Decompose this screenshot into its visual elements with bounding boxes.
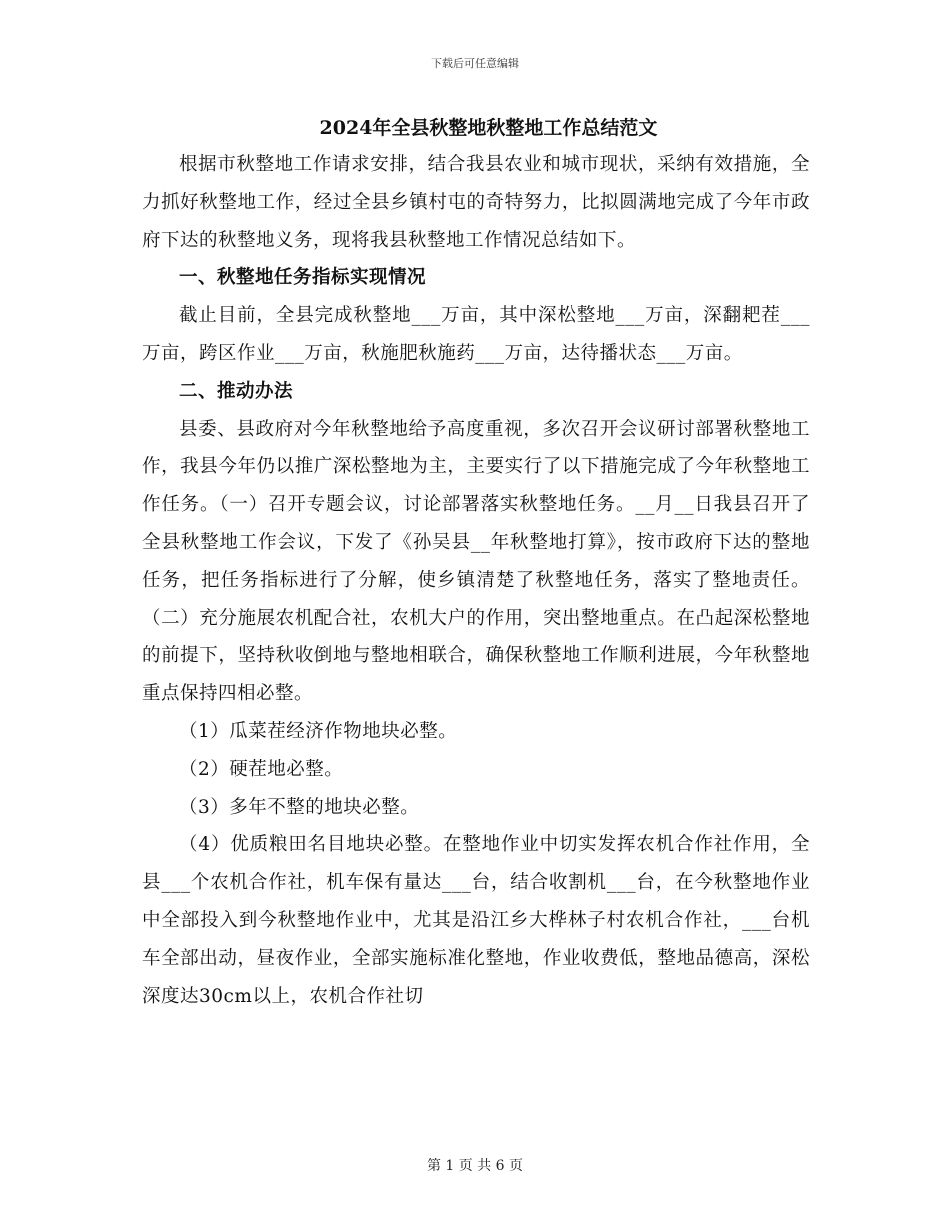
section-2-paragraph: 县委、县政府对今年秋整地给予高度重视，多次召开会议研讨部署秋整地工作，我县今年仍以推广深松整地为主，主要实行了以下措施完成了今年秋整地工作任务。（一）召开专题会议，讨论部署落实秋整地任务。__月__日我县召开了全县秋整地工作会议，下发了《孙吴县__年秋整地打算》，按市政府下达的整地任务，把任务指标进行了分解，使乡镇清楚了秋整地任务，落实了整地责任。（二）充分施展农机配合社，农机大户的作用，突出整地重点。在凸起深松整地的前提下，坚持秋收倒地与整地相联合，确保秋整地工作顺利进展，今年秋整地重点保持四相必整。 [142, 418, 810, 705]
section-2-heading: 二、推动办法 [179, 380, 294, 402]
section-2-item-4-paragraph: （4）优质粮田名目地块必整。在整地作业中切实发挥农机合作社作用，全县___个农机合作社，机车保有量达___台，结合收割机___台，在今秋整地作业中全部投入到今秋整地作业中，尤其是沿江乡大桦林子村农机合作社，___台机车全部出动，昼夜作业，全部实施标准化整地，作业收费低，整地品德高，深松深度达30cm以上，农机合作社切 [142, 834, 810, 1007]
intro-paragraph: 根据市秋整地工作请求安排，结合我县农业和城市现状，采纳有效措施，全力抓好秋整地工作，经过全县乡镇村屯的奇特努力，比拟圆满地完成了今年市政府下达的秋整地义务，现将我县秋整地工作情况总结如下。 [142, 154, 810, 251]
list-item: （1）瓜菜茬经济作物地块必整。 [179, 720, 458, 742]
header-note: 下载后可任意编辑 [431, 57, 519, 70]
document-title: 2024年全县秋整地秋整地工作总结范文 [319, 117, 658, 139]
page-number: 第 1 页 共 6 页 [426, 1158, 524, 1174]
section-1-heading: 一、秋整地任务指标实现情况 [179, 267, 427, 289]
list-item: （3）多年不整的地块必整。 [179, 796, 420, 818]
document-body [142, 110, 810, 1015]
section-1-paragraph: 截止目前，全县完成秋整地___万亩，其中深松整地___万亩，深翻耙茬___万亩，跨区作业___万亩，秋施肥秋施药___万亩，达待播状态___万亩。 [142, 305, 810, 364]
list-item: （2）硬茬地必整。 [179, 758, 344, 780]
